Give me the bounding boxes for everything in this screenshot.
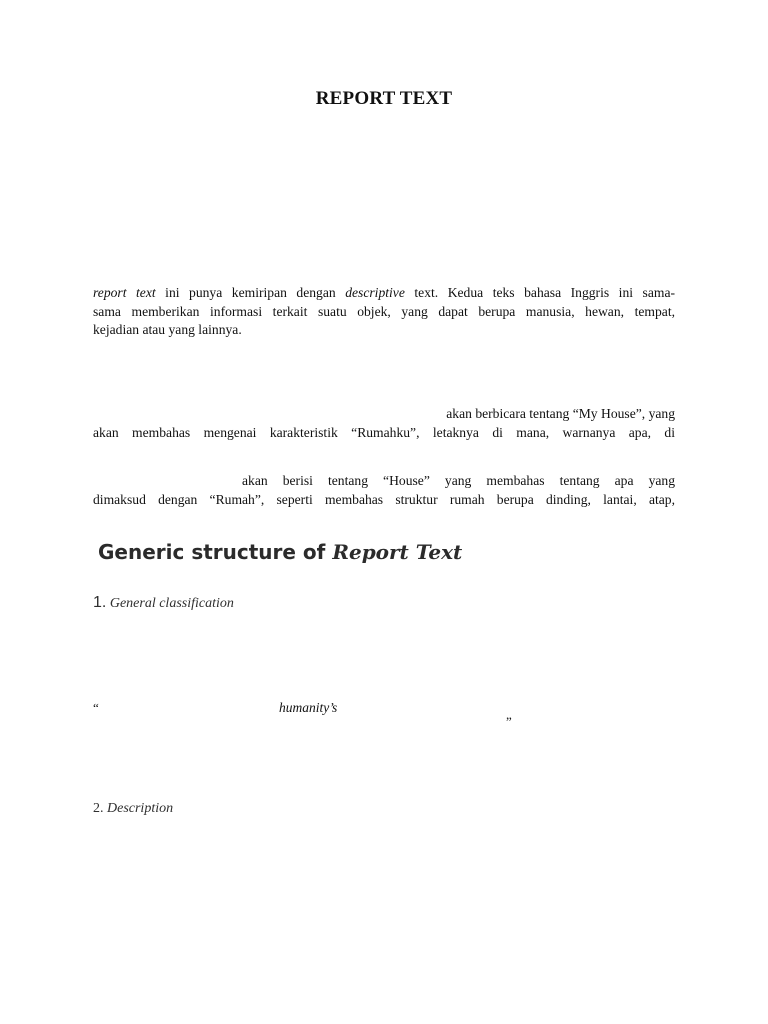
list-item [93, 594, 234, 612]
open-quote: “ [93, 700, 99, 715]
document-title: REPORT TEXT [315, 88, 453, 109]
text-run: ini punya kemiripan dengan [155, 285, 346, 300]
paragraph-line: sama memberikan informasi terkait suatu objek, yang dapat berupa manusia, hewan, tempat, [93, 303, 675, 319]
section-heading [98, 540, 462, 564]
paragraph-intro [93, 284, 675, 340]
list-item [93, 801, 173, 817]
heading-italic-text: Report Text [332, 540, 463, 564]
paragraph-line: akan membahas mengenai karakteristik “Rumahku”, letaknya di mana, warnanya apa, di [93, 424, 675, 440]
list-item-number: 1. [93, 594, 107, 611]
list-item-label: Description [103, 801, 174, 816]
paragraph-line: akan berbicara tentang “My House”, yang [446, 406, 675, 421]
paragraph-line: dimaksud dengan “Rumah”, seperti membahas struktur rumah berupa dinding, lantai, atap, [93, 491, 675, 507]
close-quote: ” [506, 714, 512, 729]
italic-term: descriptive [345, 285, 405, 300]
paragraph-my-house [93, 405, 675, 442]
paragraph-house [93, 472, 675, 509]
list-item-number: 2. [93, 801, 104, 816]
text-run: text. Kedua teks bahasa Inggris ini sama- [404, 285, 676, 300]
list-item-label: General classification [106, 596, 234, 611]
italic-fragment: humanity’s [279, 700, 338, 715]
paragraph-line [93, 284, 675, 303]
paragraph-line: kejadian atau yang lainnya. [93, 322, 242, 337]
paragraph-line: akan berisi tentang “House” yang membahas tentang apa yang [242, 473, 675, 488]
italic-term: report text [93, 285, 156, 300]
heading-text: Generic structure of [98, 540, 333, 564]
